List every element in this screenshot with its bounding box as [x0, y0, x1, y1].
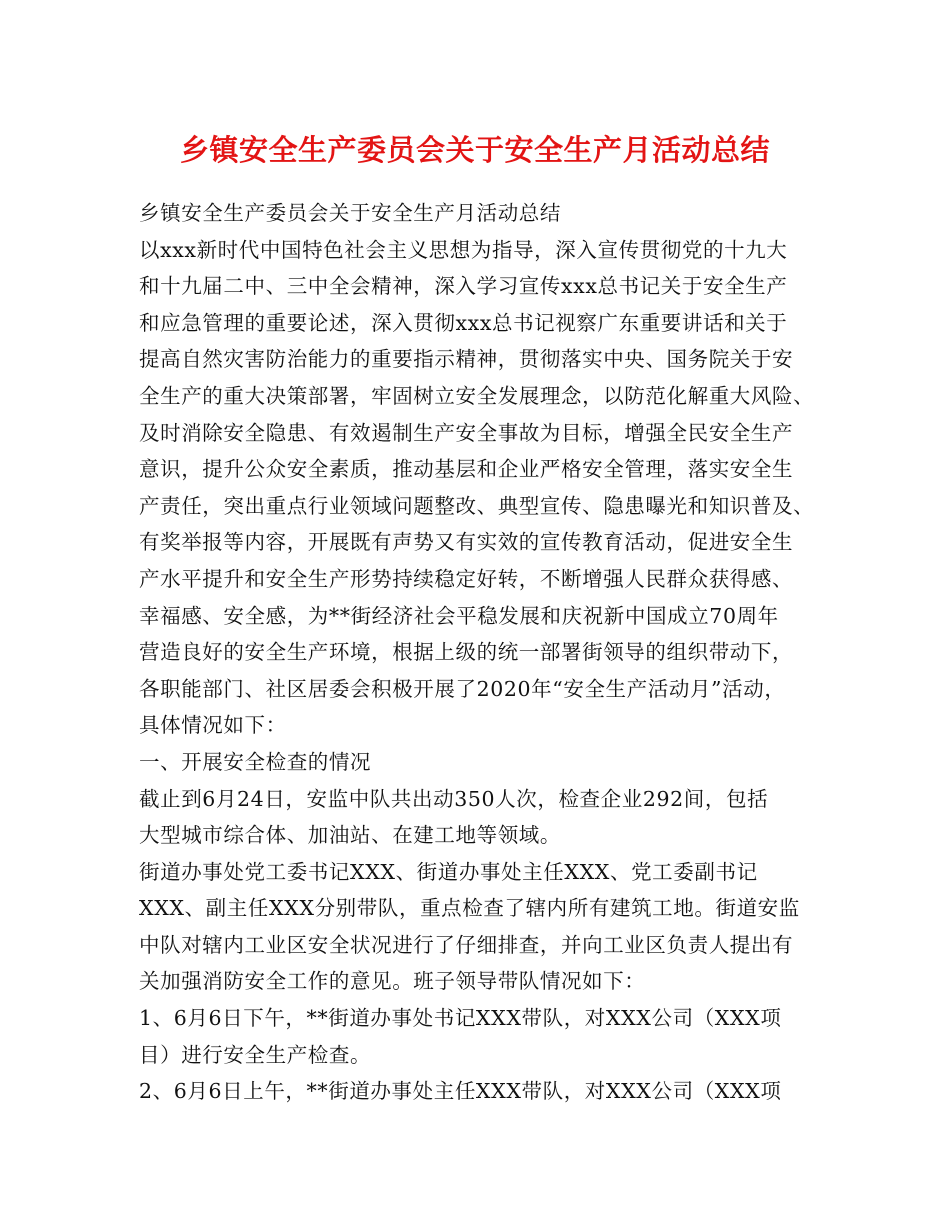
body-line: 大型城市综合体、加油站、在建工地等领域。 — [139, 823, 561, 848]
body-line: 营造良好的安全生产环境，根据上级的统一部署街领导的组织带动下， — [139, 640, 794, 665]
document-title: 乡镇安全生产委员会关于安全生产月活动总结 — [179, 133, 770, 167]
body-line: 截止到6月24日，安监中队共出动350人次，检查企业292间，包括 — [139, 786, 769, 811]
list-item-continuation: 目）进行安全生产检查。 — [139, 1042, 372, 1067]
body-line: 提高自然灾害防治能力的重要指示精神，贯彻落实中央、国务院关于安 — [139, 347, 794, 372]
body-line: 产水平提升和安全生产形势持续稳定好转，不断增强人民群众获得感、 — [139, 566, 794, 591]
body-line: 全生产的重大决策部署，牢固树立安全发展理念，以防范化解重大风险、 — [139, 383, 815, 408]
body-line: 产责任，突出重点行业领域问题整改、典型宣传、隐患曝光和知识普及、 — [139, 493, 815, 518]
body-line: 和十九届二中、三中全会精神，深入学习宣传xxx总书记关于安全生产 — [139, 274, 788, 299]
list-item: 2、6月6日上午，**街道办事处主任XXX带队，对XXX公司（XXX项 — [139, 1079, 782, 1104]
body-line: 街道办事处党工委书记XXX、街道办事处主任XXX、党工委副书记 — [139, 859, 758, 884]
body-line: 有奖举报等内容，开展既有声势又有实效的宣传教育活动，促进安全生 — [139, 530, 794, 555]
body-line: 以xxx新时代中国特色社会主义思想为指导，深入宣传贯彻党的十九大 — [139, 237, 788, 262]
body-line: 和应急管理的重要论述，深入贯彻xxx总书记视察广东重要讲话和关于 — [139, 310, 788, 335]
body-line: 各职能部门、社区居委会积极开展了2020年“安全生产活动月”活动， — [139, 676, 786, 701]
document-body — [139, 195, 829, 1110]
body-line: 幸福感、安全感，为**街经济社会平稳发展和庆祝新中国成立70周年 — [139, 603, 779, 628]
list-item: 1、6月6日下午，**街道办事处书记XXX带队，对XXX公司（XXX项 — [139, 1006, 782, 1031]
body-line: 及时消除安全隐患、有效遏制生产安全事故为目标，增强全民安全生产 — [139, 420, 794, 445]
body-line: 具体情况如下： — [139, 713, 287, 738]
body-line: 乡镇安全生产委员会关于安全生产月活动总结 — [139, 201, 561, 225]
body-line: 关加强消防安全工作的意见。班子领导带队情况如下： — [139, 969, 646, 994]
body-line: 意识，提升公众安全素质，推动基层和企业严格安全管理，落实安全生 — [139, 457, 794, 482]
body-line: 中队对辖内工业区安全状况进行了仔细排查，并向工业区负责人提出有 — [139, 932, 794, 957]
body-line: XXX、副主任XXX分别带队，重点检查了辖内所有建筑工地。街道安监 — [139, 896, 800, 921]
section-heading: 一、开展安全检查的情况 — [139, 749, 372, 774]
